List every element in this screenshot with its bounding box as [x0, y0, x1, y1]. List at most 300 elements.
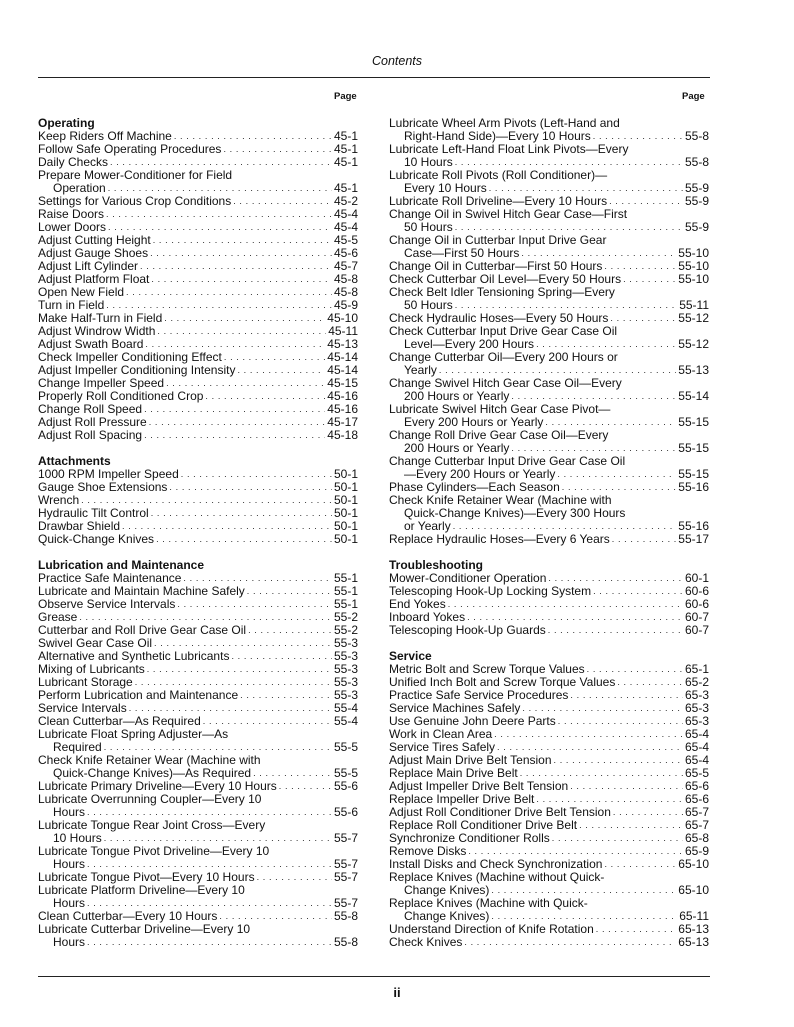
toc-entry-title: Metric Bolt and Screw Torque Values: [389, 662, 585, 676]
toc-entry-page: 65-6: [684, 779, 709, 793]
toc-entry-title: Telescoping Hook-Up Locking System: [389, 584, 592, 598]
toc-entry-row[interactable]: [389, 533, 709, 546]
toc-entry-page: 55-4: [333, 714, 358, 728]
toc-section: [389, 650, 709, 949]
toc-entry-title: Raise Doors: [38, 207, 105, 221]
toc-entry-title: Replace Hydraulic Hoses—Every 6 Years: [389, 532, 610, 546]
toc-entry-row[interactable]: [38, 936, 358, 949]
toc-entry-title: Lubricate Roll Driveline—Every 10 Hours: [389, 194, 608, 208]
toc-entry-page: 65-8: [684, 831, 709, 845]
toc-entry-title: Check Knives: [389, 935, 463, 949]
toc-entry-page: 55-1: [333, 597, 358, 611]
toc-entry-title: Yearly: [404, 363, 437, 377]
toc-section-title: Attachments: [38, 454, 111, 468]
toc-entry-title: Replace Impeller Drive Belt: [389, 792, 535, 806]
dot-leader: [177, 598, 332, 611]
toc-entry-title: Service Tires Safely: [389, 740, 496, 754]
toc-entry-title: Change Roll Drive Gear Case Oil—Every: [389, 428, 609, 442]
toc-entry-page: 45-7: [333, 259, 358, 273]
toc-entry-title: Clean Cutterbar—As Required: [38, 714, 201, 728]
toc-entry-title: Lower Doors: [38, 220, 107, 234]
toc-entry-title: 10 Hours: [53, 831, 102, 845]
toc-entry-page: 65-3: [684, 688, 709, 702]
toc-entry-page: 45-8: [333, 285, 358, 299]
toc-entry[interactable]: [389, 403, 709, 429]
toc-entry-title: Lubricate Platform Driveline—Every 10: [38, 883, 245, 897]
toc-entry-page: 55-15: [678, 441, 709, 455]
toc-entry-page: 45-13: [327, 337, 358, 351]
toc-entry-page: 55-16: [678, 519, 709, 533]
toc-entry-page: 55-2: [333, 610, 358, 624]
toc-entry-page: 55-10: [678, 259, 709, 273]
toc-entry[interactable]: [38, 754, 358, 780]
toc-entry-title: Install Disks and Check Synchronization: [389, 857, 603, 871]
toc-entry-title: Operation: [53, 181, 106, 195]
dot-leader: [181, 468, 332, 481]
toc-entry-title: Understand Direction of Knife Rotation: [389, 922, 594, 936]
dot-leader: [237, 364, 325, 377]
toc-entry-title: Phase Cylinders—Each Season: [389, 480, 560, 494]
toc-entry-title: Replace Knives (Machine without Quick-: [389, 870, 605, 884]
toc-entry-title: Alternative and Synthetic Lubricants: [38, 649, 230, 663]
toc-entry-page: 55-7: [333, 831, 358, 845]
toc-entry-title: Change Swivel Hitch Gear Case Oil—Every: [389, 376, 622, 390]
toc-entry-page: 45-1: [333, 181, 358, 195]
dot-leader: [169, 481, 332, 494]
toc-entry-title: Use Genuine John Deere Parts: [389, 714, 556, 728]
toc-section: [38, 559, 358, 949]
toc-entry-page: 65-9: [684, 844, 709, 858]
dot-leader: [593, 585, 683, 598]
toc-entry-page: 55-16: [678, 480, 709, 494]
dot-leader: [554, 754, 683, 767]
toc-column-right: [389, 117, 709, 962]
toc-section-title: Service: [389, 649, 432, 663]
toc-entry[interactable]: [38, 884, 358, 910]
toc-entry[interactable]: [389, 377, 709, 403]
toc-entry-page: 55-10: [678, 272, 709, 286]
toc-entry-page: 55-5: [333, 740, 358, 754]
toc-entry-page: 55-8: [333, 935, 358, 949]
toc-entry-title: Case—First 50 Hours: [404, 246, 520, 260]
dot-leader: [570, 689, 683, 702]
dot-leader: [153, 234, 332, 247]
dot-leader: [144, 403, 325, 416]
dot-leader: [623, 273, 676, 286]
toc-section-title: Troubleshooting: [389, 558, 483, 572]
toc-entry-title: Keep Riders Off Machine: [38, 129, 172, 143]
toc-entry-page: 65-4: [684, 727, 709, 741]
toc-entry-page: 45-4: [333, 220, 358, 234]
toc-entry-page: 55-9: [684, 194, 709, 208]
toc-entry-page: 45-10: [327, 311, 358, 325]
toc-entry-title: Adjust Impeller Drive Belt Tension: [389, 779, 569, 793]
toc-entry[interactable]: [389, 351, 709, 377]
toc-entry-title: Observe Service Intervals: [38, 597, 176, 611]
toc-entry-page: 50-1: [333, 519, 358, 533]
toc-entry-page: 55-11: [679, 298, 709, 312]
toc-entry[interactable]: [389, 325, 709, 351]
toc-entry-title: Change Impeller Speed: [38, 376, 165, 390]
toc-entry-page: 55-3: [333, 662, 358, 676]
toc-entry-page: 65-11: [679, 909, 709, 923]
toc-entry-page: 60-7: [684, 623, 709, 637]
toc-entry[interactable]: [389, 455, 709, 481]
dot-leader: [570, 780, 683, 793]
toc-entry-page: 55-6: [333, 779, 358, 793]
dot-leader: [87, 936, 332, 949]
toc-entry-title: Adjust Lift Cylinder: [38, 259, 139, 273]
toc-entry-page: 65-13: [678, 935, 709, 949]
toc-entry-page: 45-14: [327, 363, 358, 377]
toc-entry-title: Wrench: [38, 493, 80, 507]
toc-entry-title: Lubricate Left-Hand Float Link Pivots—Every: [389, 142, 629, 156]
toc-entry-title: Required: [53, 740, 102, 754]
toc-entry-title: Open New Field: [38, 285, 125, 299]
toc-section-title: Lubrication and Maintenance: [38, 558, 205, 572]
dot-leader: [548, 624, 683, 637]
toc-entry-title: Daily Checks: [38, 155, 109, 169]
toc-entry-page: 65-4: [684, 740, 709, 754]
dot-leader: [149, 416, 326, 429]
toc-entry-title: Lubricate Wheel Arm Pivots (Left-Hand and: [389, 116, 620, 130]
toc-entry-title: Hydraulic Tilt Control: [38, 506, 149, 520]
toc-entry-page: 50-1: [333, 493, 358, 507]
toc-entry-title: Change Cutterbar Oil—Every 200 Hours or: [389, 350, 618, 364]
toc-entry-title: Adjust Main Drive Belt Tension: [389, 753, 552, 767]
dot-leader: [240, 689, 332, 702]
toc-section: [38, 117, 358, 442]
toc-entry-title: Adjust Windrow Width: [38, 324, 156, 338]
toc-entry-row[interactable]: [389, 936, 709, 949]
toc-entry-title: Clean Cutterbar—Every 10 Hours: [38, 909, 218, 923]
toc-entry-title: Lubricate Tongue Pivot Driveline—Every 10: [38, 844, 270, 858]
toc-entry-title: Replace Roll Conditioner Drive Belt: [389, 818, 578, 832]
toc-entry-title: Gauge Shoe Extensions: [38, 480, 168, 494]
toc-entry-page: 55-5: [333, 766, 358, 780]
dot-leader: [257, 871, 332, 884]
toc-section: [389, 559, 709, 637]
toc-entry-page: 45-1: [333, 129, 358, 143]
toc-entry-title: Check Impeller Conditioning Effect: [38, 350, 222, 364]
toc-entry-page: 55-8: [333, 909, 358, 923]
toc-entry-page: 45-16: [327, 402, 358, 416]
toc-entry-title: Adjust Platform Float: [38, 272, 150, 286]
toc-entry-page: 50-1: [333, 532, 358, 546]
toc-entry-page: 60-7: [684, 610, 709, 624]
toc-entry-title: Service Intervals: [38, 701, 127, 715]
toc-entry-title: Prepare Mower-Conditioner for Field: [38, 168, 233, 182]
toc-entry-page: 55-8: [684, 129, 709, 143]
toc-entry-title: or Yearly: [404, 519, 451, 533]
toc-entry-page: 45-2: [333, 194, 358, 208]
toc-entry-page: 45-17: [327, 415, 358, 429]
toc-entry-page: 45-18: [327, 428, 358, 442]
dot-leader: [248, 624, 332, 637]
toc-entry-page: 55-9: [684, 181, 709, 195]
toc-entry-page: 55-15: [678, 415, 709, 429]
toc-entry-title: Quick-Change Knives: [38, 532, 155, 546]
toc-entry[interactable]: [389, 871, 709, 897]
toc-entry-title: Grease: [38, 610, 78, 624]
toc-entry[interactable]: [38, 169, 358, 195]
toc-entry-title: Synchronize Conditioner Rolls: [389, 831, 550, 845]
toc-entry-title: Replace Main Drive Belt: [389, 766, 518, 780]
toc-entry-title: Lubricant Storage: [38, 675, 133, 689]
dot-leader: [233, 195, 332, 208]
toc-entry-page: 65-3: [684, 701, 709, 715]
toc-entry-page: 55-15: [678, 467, 709, 481]
toc-entry-page: 60-6: [684, 584, 709, 598]
toc-entry-title: Adjust Roll Conditioner Drive Belt Tension: [389, 805, 611, 819]
dot-leader: [613, 806, 683, 819]
toc-entry-title: Service Machines Safely: [389, 701, 521, 715]
toc-entry-title: Every 200 Hours or Yearly: [404, 415, 544, 429]
dot-leader: [140, 260, 332, 273]
dot-leader: [604, 858, 676, 871]
toc-entry-page: 45-11: [328, 324, 358, 338]
toc-entry[interactable]: [389, 143, 709, 169]
toc-entry-page: 60-1: [684, 571, 709, 585]
toc-entry-title: 200 Hours or Yearly: [404, 389, 510, 403]
toc-entry-page: 50-1: [333, 467, 358, 481]
toc-entry[interactable]: [389, 429, 709, 455]
dot-leader: [205, 390, 325, 403]
toc-entry-page: 45-1: [333, 142, 358, 156]
toc-entry-page: 55-12: [678, 311, 709, 325]
toc-entry-title: Adjust Impeller Conditioning Intensity: [38, 363, 236, 377]
toc-section-title: Operating: [38, 116, 95, 130]
toc-entry-title: Check Belt Idler Tensioning Spring—Every: [389, 285, 615, 299]
toc-entry-title: Follow Safe Operating Procedures: [38, 142, 222, 156]
toc-entry-title: 200 Hours or Yearly: [404, 441, 510, 455]
toc-section: [389, 117, 709, 546]
toc-entry-page: 55-9: [684, 220, 709, 234]
toc-entry-title: Right-Hand Side)—Every 10 Hours: [404, 129, 591, 143]
toc-entry-title: Settings for Various Crop Conditions: [38, 194, 232, 208]
dot-leader: [151, 273, 332, 286]
dot-leader: [494, 728, 683, 741]
dot-leader: [610, 312, 676, 325]
toc-entry-page: 55-7: [333, 896, 358, 910]
toc-entry-title: 50 Hours: [404, 220, 453, 234]
toc-entry[interactable]: [389, 234, 709, 260]
toc-entry-title: Quick-Change Knives)—As Required: [53, 766, 252, 780]
toc-entry-page: 55-12: [678, 337, 709, 351]
dot-leader: [106, 208, 332, 221]
toc-entry-page: 65-3: [684, 714, 709, 728]
dot-leader: [552, 832, 683, 845]
dot-leader: [464, 936, 676, 949]
toc-entry-page: 55-3: [333, 688, 358, 702]
toc-entry-title: Swivel Gear Case Oil: [38, 636, 153, 650]
toc-entry-page: 55-13: [678, 363, 709, 377]
dot-leader: [596, 923, 677, 936]
toc-entry-title: Adjust Gauge Shoes: [38, 246, 149, 260]
toc-entry-title: Perform Lubrication and Maintenance: [38, 688, 239, 702]
toc-entry-title: Cutterbar and Roll Drive Gear Case Oil: [38, 623, 247, 637]
toc-entry-title: Lubricate Roll Pivots (Roll Conditioner)—: [389, 168, 608, 182]
toc-entry-row[interactable]: [38, 598, 358, 611]
toc-entry-page: 55-2: [333, 623, 358, 637]
toc-entry-title: End Yokes: [389, 597, 446, 611]
toc-entry-title: Lubricate Overrunning Coupler—Every 10: [38, 792, 262, 806]
toc-entry-page: 55-1: [333, 584, 358, 598]
toc-entry-title: Change Cutterbar Input Drive Gear Case Oil: [389, 454, 626, 468]
toc-entry-page: 65-10: [678, 883, 709, 897]
dot-leader: [279, 780, 332, 793]
toc-entry-title: Inboard Yokes: [389, 610, 466, 624]
toc-entry-title: Check Cutterbar Oil Level—Every 50 Hours: [389, 272, 622, 286]
toc-entry-page: 45-14: [327, 350, 358, 364]
toc-entry-title: Check Hydraulic Hoses—Every 50 Hours: [389, 311, 609, 325]
toc-entry-title: Change Knives): [404, 909, 490, 923]
toc-entry-page: 65-5: [684, 766, 709, 780]
toc-entry[interactable]: [389, 286, 709, 312]
toc-entry-title: Adjust Roll Pressure: [38, 415, 147, 429]
page-header-title: Contents: [371, 54, 423, 68]
toc-entry[interactable]: [38, 845, 358, 871]
page-column-label-left: Page: [334, 91, 357, 102]
toc-entry-title: Level—Every 200 Hours: [404, 337, 535, 351]
dot-leader: [156, 533, 332, 546]
toc-entry-page: 65-2: [684, 675, 709, 689]
toc-entry[interactable]: [389, 169, 709, 195]
toc-entry-page: 55-7: [333, 857, 358, 871]
toc-entry-title: Change Oil in Swivel Hitch Gear Case—First: [389, 207, 628, 221]
toc-entry-page: 50-1: [333, 480, 358, 494]
toc-entry-page: 65-7: [684, 805, 709, 819]
toc-entry[interactable]: [38, 923, 358, 949]
dot-leader: [558, 715, 683, 728]
toc-entry-title: Unified Inch Bolt and Screw Torque Values: [389, 675, 616, 689]
toc-entry-page: 45-4: [333, 207, 358, 221]
toc-entry-row[interactable]: [38, 429, 358, 442]
page-number: ii: [393, 985, 401, 1000]
toc-entry-title: Properly Roll Conditioned Crop: [38, 389, 204, 403]
dot-leader: [151, 507, 332, 520]
header-rule: [38, 77, 710, 78]
toc-entry-title: Drawbar Shield: [38, 519, 121, 533]
dot-leader: [579, 819, 683, 832]
toc-entry-title: Practice Safe Service Procedures: [389, 688, 569, 702]
toc-entry-page: 55-1: [333, 571, 358, 585]
toc-entry-title: Every 10 Hours: [404, 181, 487, 195]
toc-entry-title: Check Knife Retainer Wear (Machine with: [389, 493, 612, 507]
toc-entry-page: 45-15: [327, 376, 358, 390]
toc-entry-page: 55-7: [333, 870, 358, 884]
toc-entry-title: Mower-Conditioner Operation: [389, 571, 547, 585]
toc-entry-title: Hours: [53, 805, 86, 819]
toc-entry-page: 65-7: [684, 818, 709, 832]
dot-leader: [164, 312, 325, 325]
toc-entry-title: Change Oil in Cutterbar—First 50 Hours: [389, 259, 603, 273]
toc-entry[interactable]: [38, 793, 358, 819]
toc-entry-page: 55-4: [333, 701, 358, 715]
toc-entry-page: 45-16: [327, 389, 358, 403]
toc-entry-page: 55-3: [333, 675, 358, 689]
page-column-label-right: Page: [682, 91, 705, 102]
toc-entry-title: Telescoping Hook-Up Guards: [389, 623, 546, 637]
toc-entry-title: Change Roll Speed: [38, 402, 143, 416]
toc-entry-page: 45-8: [333, 272, 358, 286]
toc-column-left: [38, 117, 358, 962]
toc-entry-title: Adjust Swath Board: [38, 337, 144, 351]
toc-entry[interactable]: [389, 208, 709, 234]
toc-entry-row[interactable]: [389, 624, 709, 637]
toc-entry-page: 55-17: [678, 532, 709, 546]
toc-entry-title: Make Half-Turn in Field: [38, 311, 163, 325]
toc-entry-row[interactable]: [38, 481, 358, 494]
dot-leader: [144, 429, 325, 442]
toc-section: [38, 455, 358, 546]
toc-entry-title: Hours: [53, 896, 86, 910]
toc-entry-title: Remove Disks: [389, 844, 467, 858]
dot-leader: [557, 468, 676, 481]
dot-leader: [612, 533, 677, 546]
dot-leader: [617, 676, 683, 689]
toc-entry-title: 10 Hours: [404, 155, 453, 169]
toc-entry-title: Check Cutterbar Input Drive Gear Case Oil: [389, 324, 618, 338]
toc-entry-page: 55-3: [333, 649, 358, 663]
toc-entry-title: Adjust Cutting Height: [38, 233, 151, 247]
toc-entry-title: Lubricate Primary Driveline—Every 10 Hours: [38, 779, 277, 793]
toc-entry-title: Lubricate and Maintain Machine Safely: [38, 584, 245, 598]
toc-entry-page: 65-1: [684, 662, 709, 676]
toc-entry-title: Mixing of Lubricants: [38, 662, 145, 676]
toc-entry-title: Lubricate Swivel Hitch Gear Case Pivot—: [389, 402, 611, 416]
dot-leader: [448, 598, 683, 611]
toc-entry[interactable]: [38, 819, 358, 845]
toc-entry-title: Hours: [53, 857, 86, 871]
toc-entry-title: Adjust Roll Spacing: [38, 428, 143, 442]
dot-leader: [150, 247, 332, 260]
toc-entry-title: Check Knife Retainer Wear (Machine with: [38, 753, 261, 767]
toc-entry-title: Change Knives): [404, 883, 490, 897]
toc-entry-page: 55-8: [684, 155, 709, 169]
toc-entry-title: Quick-Change Knives)—Every 300 Hours: [404, 506, 626, 520]
toc-entry-title: Change Oil in Cutterbar Input Drive Gear: [389, 233, 607, 247]
toc-entry-page: 50-1: [333, 506, 358, 520]
toc-entry-title: Lubricate Tongue Rear Joint Cross—Every: [38, 818, 266, 832]
toc-entry-title: 50 Hours: [404, 298, 453, 312]
toc-entry-page: 65-13: [678, 922, 709, 936]
dot-leader: [223, 143, 332, 156]
toc-entry[interactable]: [389, 117, 709, 143]
toc-entry-title: Lubricate Tongue Pivot—Every 10 Hours: [38, 870, 255, 884]
toc-entry[interactable]: [38, 728, 358, 754]
toc-entry-page: 60-6: [684, 597, 709, 611]
dot-leader: [231, 650, 332, 663]
toc-entry-page: 55-14: [678, 389, 709, 403]
toc-entry-page: 45-1: [333, 155, 358, 169]
dot-leader: [126, 286, 332, 299]
dot-leader: [157, 325, 326, 338]
toc-entry-page: 65-6: [684, 792, 709, 806]
toc-entry-row[interactable]: [38, 533, 358, 546]
footer-rule: [38, 976, 710, 977]
toc-entry-title: Work in Clean Area: [389, 727, 493, 741]
toc-entry-title: Replace Knives (Machine with Quick-: [389, 896, 588, 910]
toc-entry-page: 55-6: [333, 805, 358, 819]
toc-entry-title: —Every 200 Hours or Yearly: [404, 467, 556, 481]
toc-entry-page: 65-4: [684, 753, 709, 767]
toc-entry-title: Lubricate Float Spring Adjuster—As: [38, 727, 229, 741]
toc-entry[interactable]: [389, 494, 709, 533]
toc-entry[interactable]: [389, 897, 709, 923]
dot-leader: [224, 351, 325, 364]
toc-entry-title: Hours: [53, 935, 86, 949]
